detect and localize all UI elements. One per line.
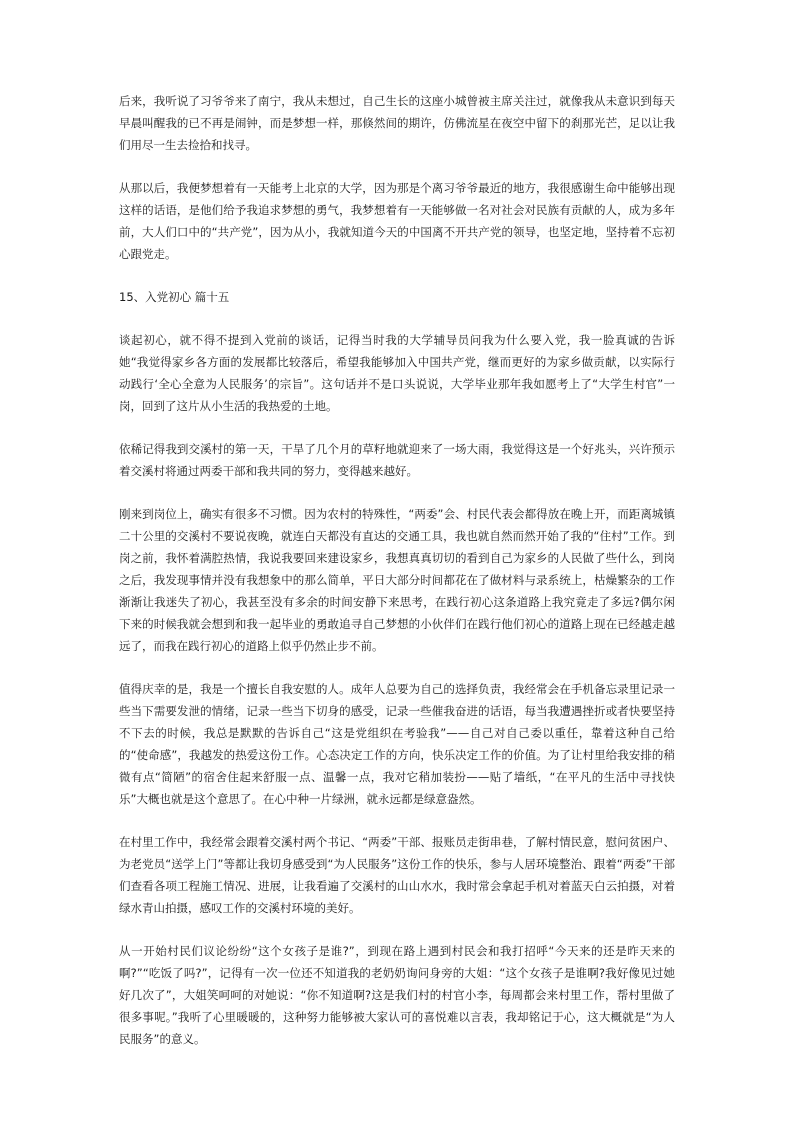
paragraph-4: 依稀记得我到交溪村的第一天，干旱了几个月的草籽地就迎来了一场大雨，我觉得这是一个好兆头，兴许预示着交溪村将通过两委干部和我共同的努力，变得越来越好。 — [119, 442, 675, 478]
paragraph-2: 从那以后，我便梦想着有一天能考上北京的大学，因为那是个离习爷爷最近的地方，我很感谢生命中能够出现这样的话语，是他们给予我追求梦想的勇气，我梦想着有一天能够做一名对社会对民族有贡献的人，成为多年前，大人们口中的“共产党”，因为从小，我就知道今天的中国离不开共产党的领导，也坚定地，坚持着不忘初心跟党走。 — [119, 181, 675, 261]
paragraph-6: 值得庆幸的是，我是一个擅长自我安慰的人。成年人总要为自己的选择负责，我经常会在手机备忘录里记录一些当下需要发泄的情绪，记录一些当下切身的感受，记录一些催我奋进的话语，每当我遭遇挫折或者快要坚持不下去的时候，我总是默默的告诉自己“这是党组织在考验我”——自己对自己委以重任，靠着这种自己给的“使命感”，我越发的热爱这份工作。心态决定工作的方向，快乐决定工作的价值。为了让村里给我安排的稍微有点“简陋”的宿舍住起来舒服一点、温馨一点，我对它稍加装扮——贴了墙纸，“在平凡的生活中寻找快乐”大概也就是这个意思了。在心中种一片绿洲，就永远都是绿意盎然。 — [119, 682, 675, 806]
paragraph-8: 从一开始村民们议论纷纷“这个女孩子是谁?”，到现在路上遇到村民会和我打招呼“今天来的还是昨天来的啊?”“吃饭了吗?”，记得有一次一位还不知道我的老奶奶询问身旁的大姐：“这个女孩子是谁啊?我好像见过她好几次了”，大姐笑呵呵的对她说：“你不知道啊?这是我们村的村官小李，每周都会来村里工作，帮村里做了很多事呢。”我听了心里暖暖的，这种努力能够被大家认可的喜悦难以言表，我却铭记于心，这大概就是“为人民服务”的意义。 — [119, 944, 675, 1046]
paragraph-5: 刚来到岗位上，确实有很多不习惯。因为农村的特殊性，“两委”会、村民代表会都得放在晚上开，而距离城镇二十公里的交溪村不要说夜晚，就连白天都没有直达的交通工具，我也就自然而然开始了我的“住村”工作。到岗之前，我怀着满腔热情，我说我要回来建设家乡，我想真真切切的看到自己为家乡的人民做了些什么，到岗之后，我发现事情并没有我想象中的那么简单，平日大部分时间都花在了做材料与录系统上，枯燥繁杂的工作渐渐让我迷失了初心，我甚至没有多余的时间安静下来思考，在践行初心这条道路上我究竟走了多远?偶尔闲下来的时候我就会想到和我一起毕业的勇敢追寻自己梦想的小伙伴们在践行他们初心的道路上现在已经越走越远了，而我在践行初心的道路上似乎仍然止步不前。 — [119, 507, 675, 653]
paragraph-3: 谈起初心，就不得不提到入党前的谈话，记得当时我的大学辅导员问我为什么要入党，我一脸真诚的告诉她“我觉得家乡各方面的发展都比较落后，希望我能够加入中国共产党，继而更好的为家乡做贡献，以实际行动践行‘全心全意为人民服务’的宗旨”。这句话并不是口头说说，大学毕业那年我如愿考上了“大学生村官”一岗，回到了这片从小生活的我热爱的土地。 — [119, 333, 675, 413]
document-page — [119, 90, 675, 1050]
section-heading: 15、入党初心 篇十五 — [119, 290, 230, 304]
paragraph-7: 在村里工作中，我经常会跟着交溪村两个书记、“两委”干部、报账员走街串巷，了解村情民意，慰问贫困户、为老党员“送学上门”等都让我切身感受到“为人民服务”这份工作的快乐，参与人居环境整治、跟着“两委”干部们查看各项工程施工情况、进展，让我看遍了交溪村的山山水水，我时常会拿起手机对着蓝天白云拍摄，对着绿水青山拍摄，感叹工作的交溪村环境的美好。 — [119, 835, 675, 915]
paragraph-1: 后来，我听说了习爷爷来了南宁，我从未想过，自己生长的这座小城曾被主席关注过，就像我从未意识到每天早晨叫醒我的已不再是闹钟，而是梦想一样，那倏然间的期许，仿佛流星在夜空中留下的刹那光芒，足以让我们用尽一生去捡拾和找寻。 — [119, 94, 675, 152]
